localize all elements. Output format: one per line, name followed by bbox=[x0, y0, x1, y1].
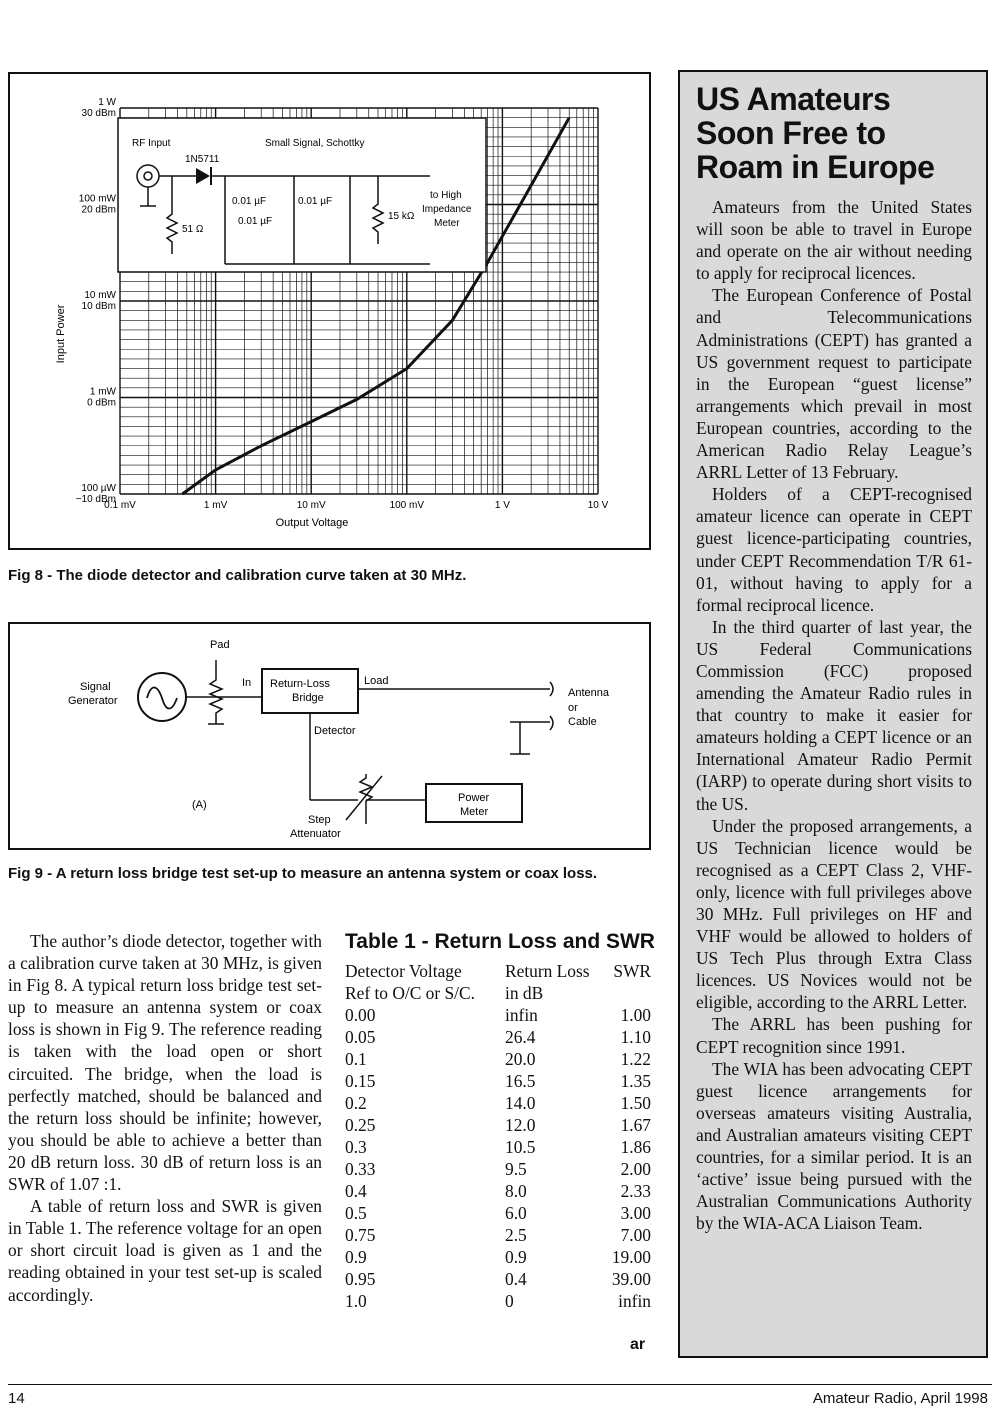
y-tick-label: 10 mW bbox=[84, 290, 116, 301]
table-header: Detector Voltage Return Loss SWR bbox=[345, 961, 651, 981]
svg-text:0.01 µF: 0.01 µF bbox=[232, 196, 267, 207]
y-tick-label: −10 dBm bbox=[75, 494, 116, 505]
y-axis-title: Input Power bbox=[55, 304, 67, 364]
svg-text:Impedance: Impedance bbox=[422, 204, 472, 215]
y-tick-label: 30 dBm bbox=[81, 108, 116, 119]
table-header: Ref to O/C or S/C. in dB bbox=[345, 983, 544, 1003]
svg-text:Step: Step bbox=[308, 814, 331, 826]
figure-9 bbox=[8, 622, 651, 850]
svg-text:Return-Loss: Return-Loss bbox=[270, 678, 330, 690]
figure-8 bbox=[8, 72, 651, 550]
table-title: Table 1 - Return Loss and SWR bbox=[345, 930, 655, 953]
svg-text:Small Signal, Schottky: Small Signal, Schottky bbox=[265, 138, 365, 149]
article-body bbox=[8, 930, 322, 1306]
body-paragraph: A table of return loss and SWR is given in Table 1. The reference voltage for an open or short circuit load is given as 1 and the reading obtained in your test set-up is scaled accordingly. bbox=[8, 1196, 322, 1305]
table-row: 1.0 0 infin bbox=[345, 1291, 651, 1311]
page-number: 14 bbox=[8, 1390, 25, 1407]
svg-text:Cable: Cable bbox=[568, 716, 597, 728]
return-loss-diagram bbox=[10, 624, 649, 848]
x-tick-labels bbox=[104, 500, 608, 511]
svg-text:51 Ω: 51 Ω bbox=[182, 224, 204, 235]
svg-text:Attenuator: Attenuator bbox=[290, 828, 341, 840]
sidebar-paragraph: Holders of a CEPT-recognised amateur licence can operate in CEPT guest licence-participating countries, under CEPT Recommendation T/R 61-01, without having to apply for a formal reciprocal licence. bbox=[696, 484, 972, 615]
svg-text:Generator: Generator bbox=[68, 695, 118, 707]
svg-text:Meter: Meter bbox=[460, 806, 489, 818]
table-row: 0.75 2.5 7.00 bbox=[345, 1225, 651, 1245]
y-tick-label: 20 dBm bbox=[81, 204, 116, 216]
table-row: 0.25 12.0 1.67 bbox=[345, 1115, 651, 1135]
sidebar-paragraph: Under the proposed arrangements, a US Technician licence would be recognised as a CEPT Class 2, VHF-only, licence with full privileges above 30 MHz. Full privileges on HF and VHF would be allowed to holders of US Tech Plus through Extra Class licences. US Novices would not be eligible, according to the ARRL Letter. bbox=[696, 815, 972, 1013]
x-tick-label: 10 V bbox=[587, 500, 609, 511]
svg-text:Signal: Signal bbox=[80, 681, 111, 693]
x-tick-label: 0.1 mV bbox=[104, 500, 136, 511]
sidebar-paragraph: Amateurs from the United States will soon be able to travel in Europe and operate on the air without needing to apply for reciprocal licences. bbox=[696, 197, 972, 284]
end-mark: ar bbox=[630, 1336, 646, 1353]
table-row: 0.5 6.0 3.00 bbox=[345, 1203, 651, 1223]
y-tick-label: 100 µW bbox=[81, 483, 116, 494]
sidebar-paragraph: The European Conference of Postal and Telecommunications Administrations (CEPT) has granted a US government request to participate in the European “guest license” arrangements which prevail in most European countries, according to the American Radio Relay League’s ARRL Letter of 13 February. bbox=[696, 285, 972, 483]
fig9-caption: Fig 9 - A return loss bridge test set-up to measure an antenna system or coax loss. bbox=[8, 865, 598, 882]
x-axis-title: Output Voltage bbox=[275, 517, 349, 529]
y-tick-label: 0 dBm bbox=[87, 397, 116, 409]
table-row: 0.05 26.4 1.10 bbox=[345, 1027, 651, 1047]
svg-text:Detector: Detector bbox=[314, 725, 356, 737]
table-row: 0.15 16.5 1.35 bbox=[345, 1071, 651, 1091]
svg-text:Load: Load bbox=[364, 675, 389, 687]
x-tick-label: 100 mV bbox=[389, 500, 425, 511]
y-tick-label: 100 mW bbox=[78, 193, 116, 205]
sidebar-paragraph: In the third quarter of last year, the US Federal Communications Commission (FCC) proposed amending the Amateur Radio rules in that country to make it easier for amateurs holding a CEPT licence or an International Amateur Radio Permit (IARP) to operate during short visits to the US. bbox=[696, 616, 972, 814]
table-row: 0.00 infin 1.00 bbox=[345, 1005, 651, 1025]
svg-text:Power: Power bbox=[458, 792, 490, 804]
publication-line: Amateur Radio, April 1998 bbox=[812, 1390, 988, 1407]
svg-text:Bridge: Bridge bbox=[292, 692, 324, 704]
body-paragraph: The author’s diode detector, together with a calibration curve taken at 30 MHz, is given in Fig 8. A typical return loss bridge test set-up to measure an antenna system or coax loss is shown in Fig 9. The reference reading is taken with the load open or short circuited. The bridge, when the load is perfectly matched, should be balanced and the return loss should be infinite; however, you should be able to achieve a better than 20 dB return loss. 30 dB of return loss is an SWR of 1.07 :1. bbox=[8, 931, 322, 1195]
sidebar-paragraph: The ARRL has been pushing for CEPT recognition since 1991. bbox=[696, 1014, 972, 1057]
x-tick-label: 10 mV bbox=[296, 500, 326, 511]
detector-schematic bbox=[118, 118, 486, 272]
table-row: 0.33 9.5 2.00 bbox=[345, 1159, 651, 1179]
svg-text:Antenna: Antenna bbox=[568, 687, 609, 699]
table-row: 0.9 0.9 19.00 bbox=[345, 1247, 651, 1267]
svg-text:0.01 µF: 0.01 µF bbox=[238, 216, 273, 227]
footer-rule bbox=[8, 1384, 992, 1385]
svg-text:15 kΩ: 15 kΩ bbox=[388, 211, 415, 222]
table-1 bbox=[345, 930, 657, 1312]
svg-text:to High: to High bbox=[430, 190, 462, 201]
svg-text:In: In bbox=[242, 677, 252, 689]
fig8-caption: Fig 8 - The diode detector and calibration curve taken at 30 MHz. bbox=[8, 567, 467, 584]
svg-text:0.01 µF: 0.01 µF bbox=[298, 196, 333, 207]
y-tick-label: 1 W bbox=[98, 97, 116, 108]
y-tick-label: 1 mW bbox=[89, 386, 116, 398]
sidebar-headline: US Amateurs Soon Free to Roam in Europe bbox=[696, 81, 935, 185]
table-row: 0.4 8.0 2.33 bbox=[345, 1181, 651, 1201]
x-tick-label: 1 mV bbox=[203, 500, 228, 511]
svg-text:(A): (A) bbox=[192, 799, 207, 811]
svg-text:1N5711: 1N5711 bbox=[185, 154, 220, 165]
table-row: 0.2 14.0 1.50 bbox=[345, 1093, 651, 1113]
x-tick-label: 1 V bbox=[494, 500, 510, 511]
calibration-chart bbox=[10, 74, 649, 548]
svg-text:or: or bbox=[568, 702, 578, 714]
svg-text:Meter: Meter bbox=[434, 218, 460, 229]
news-sidebar bbox=[678, 70, 988, 1358]
table-row: 0.95 0.4 39.00 bbox=[345, 1269, 651, 1289]
y-tick-labels bbox=[76, 97, 117, 505]
sidebar-paragraph: The WIA has been advocating CEPT guest licence arrangements for overseas amateurs visiting Australia, and Australian amateurs visiting CEPT countries, for a similar period. It is an ‘active’ issue being pursued with the Australian Communications Authority by the WIA-ACA Liaison Team. bbox=[696, 1058, 972, 1234]
table-row: 0.3 10.5 1.86 bbox=[345, 1137, 651, 1157]
y-tick-label: 10 dBm bbox=[81, 301, 116, 312]
table-row: 0.1 20.0 1.22 bbox=[345, 1049, 651, 1069]
svg-text:RF Input: RF Input bbox=[132, 138, 171, 149]
svg-text:Pad: Pad bbox=[210, 639, 230, 651]
